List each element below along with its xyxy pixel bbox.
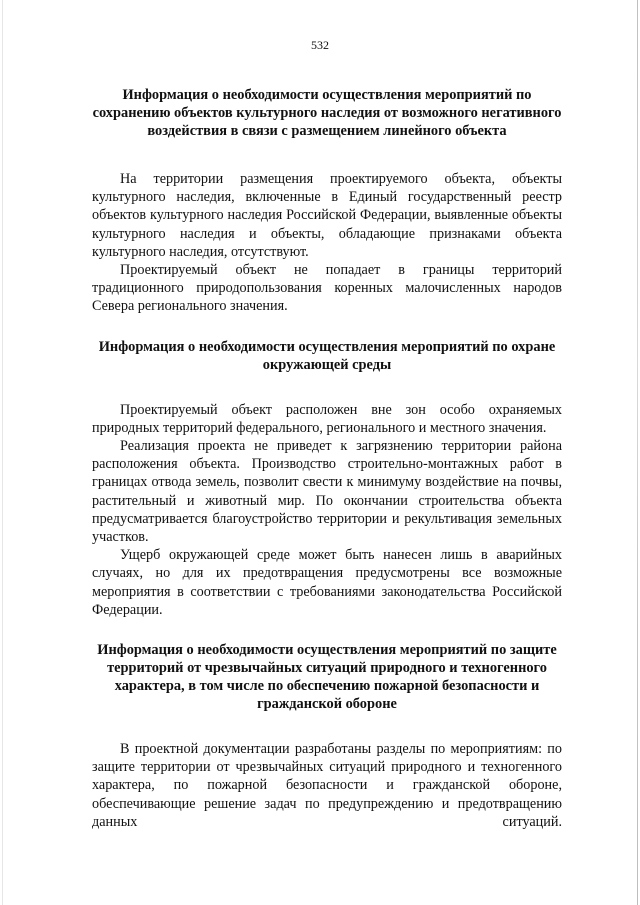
section-heading: [92, 86, 562, 140]
document-body: [92, 86, 562, 831]
section-emergency: [92, 641, 562, 831]
section-heading: [92, 641, 562, 713]
paragraph: Проектируемый объект расположен вне зон особо охраняемых природных территорий федерального, регионального и местного значения.: [92, 401, 562, 436]
heading-line: Информация о необходимости осуществления мероприятий по охране: [98, 338, 556, 355]
heading-line: гражданской обороне: [257, 696, 397, 713]
section-environment: [92, 338, 562, 619]
heading-line: характера, в том числе по обеспечению пожарной безопасности и: [114, 678, 540, 695]
heading-line: сохранению объектов культурного наследия от возможного негативного: [92, 105, 562, 121]
paragraph: На территории размещения проектируемого объекта, объекты культурного наследия, включенные в Единый государственный реестр объектов культурного наследия Российской Федерации, выявленные объекты культурного наследия и объекты, обладающие признаками объекта культурного наследия, отсутствуют.: [92, 171, 562, 260]
paragraph: Проектируемый объект не попадает в границы территорий традиционного природопользования коренных малочисленных народов Севера регионального значения.: [92, 262, 562, 315]
heading-line: Информация о необходимости осуществления мероприятий по: [122, 87, 532, 103]
paragraph: В проектной документации разработаны разделы по мероприятиям: по защите территории от чрезвычайных ситуаций природного и техногенного характера, по пожарной безопасности и гражданской обороне, обеспечивающие решение задач по предупреждению и предотвращению данных ситуаций.: [92, 741, 562, 830]
heading-line: воздействия в связи с размещением линейного объекта: [147, 123, 507, 139]
scan-edge-right: [637, 0, 638, 905]
paragraph: Ущерб окружающей среде может быть нанесен лишь в аварийных случаях, но для их предотвращения предусмотрены все возможные мероприятия в соответствии с требованиями законодательства Российской Федерации.: [92, 547, 562, 618]
heading-line: территорий от чрезвычайных ситуаций природного и техногенного: [107, 660, 547, 677]
section-cultural-heritage: [92, 86, 562, 316]
section-heading: [92, 338, 562, 374]
scan-edge-left: [2, 0, 3, 905]
page-number: 532: [311, 38, 329, 52]
heading-line: окружающей среды: [262, 356, 392, 373]
paragraph: Реализация проекта не приведет к загрязнению территории района расположения объекта. Производство строительно-монтажных работ в границах отвода земель, позволит свести к минимуму воздействие на почвы, растительный и животный мир. По окончании строительства объекта предусматривается благоустройство территории и рекультивация земельных участков.: [92, 438, 562, 546]
heading-line: Информация о необходимости осуществления мероприятий по защите: [97, 642, 557, 659]
